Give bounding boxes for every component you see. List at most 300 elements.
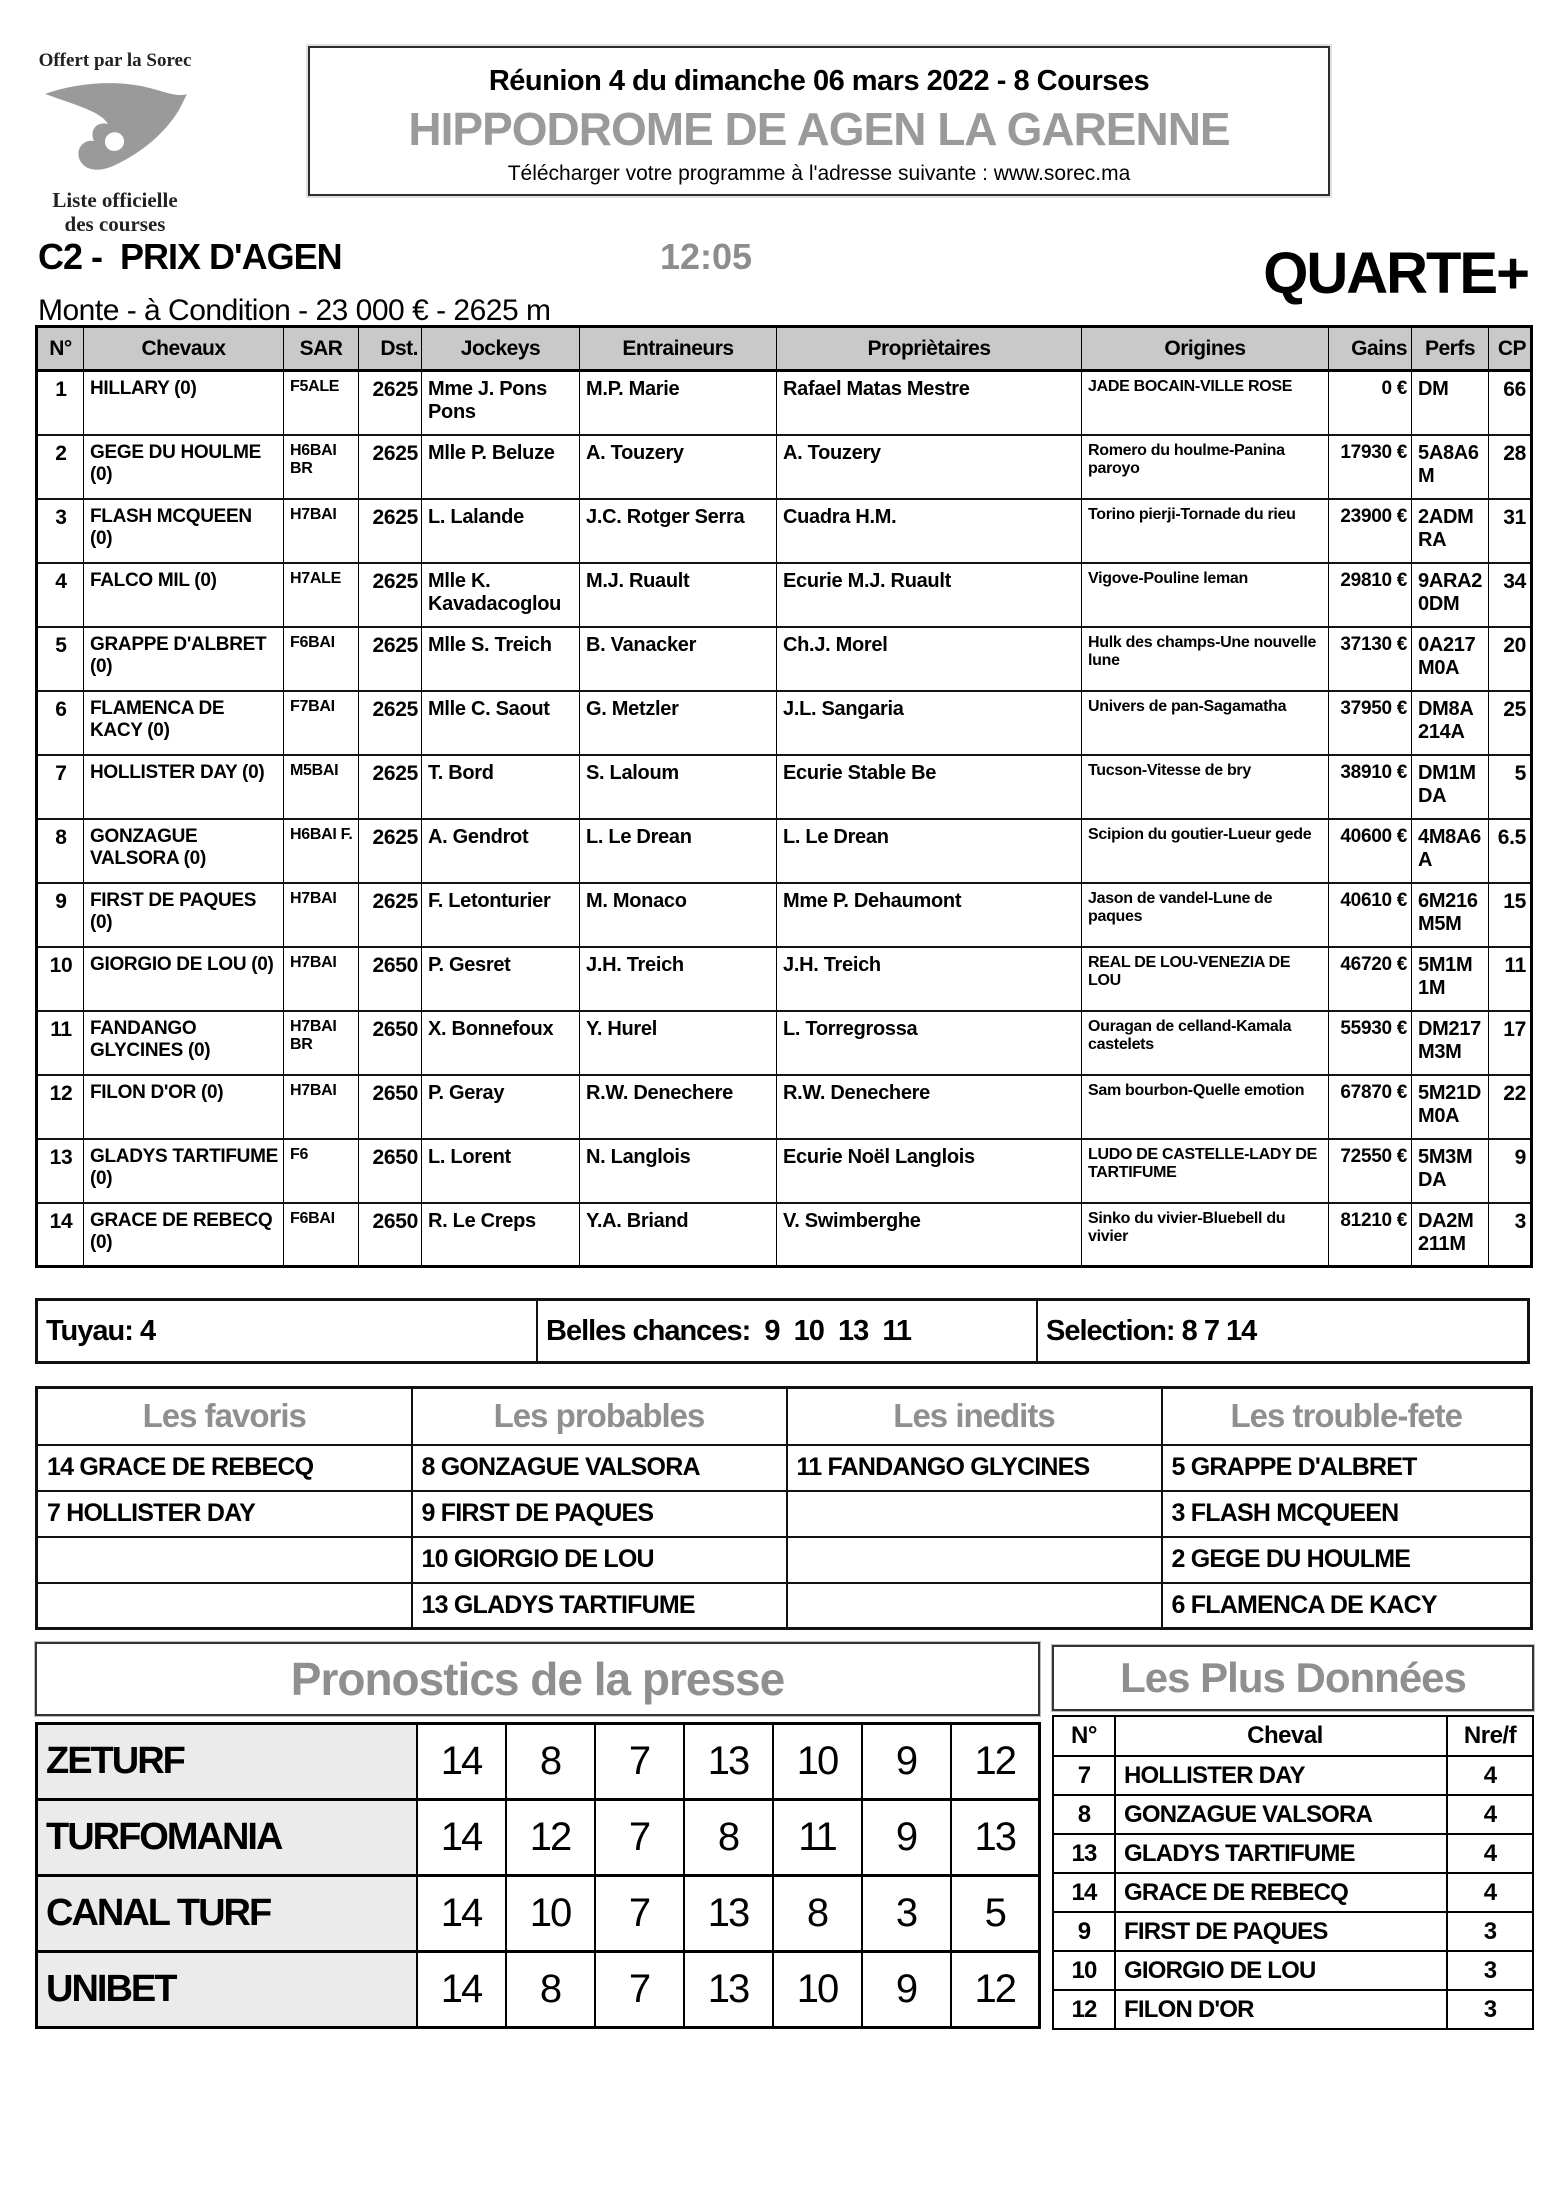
runner-origines: REAL DE LOU-VENEZIA DE LOU xyxy=(1082,947,1329,1011)
runner-row xyxy=(37,1203,1532,1267)
most-given-count: 3 xyxy=(1447,1912,1533,1951)
runner-entraineur: Y.A. Briand xyxy=(580,1203,777,1267)
runner-perfs: DA2M211M xyxy=(1412,1203,1489,1267)
runner-proprietaire: L. Torregrossa xyxy=(777,1011,1082,1075)
picks-cell-0 xyxy=(37,1537,412,1583)
runner-cheval: FILON D'OR (0) xyxy=(84,1075,284,1139)
most-given-row xyxy=(1053,1990,1533,2029)
most-given-cheval: FILON D'OR xyxy=(1115,1990,1447,2029)
runner-cp: 66 xyxy=(1489,371,1532,435)
runner-jockey: X. Bonnefoux xyxy=(422,1011,580,1075)
runner-row xyxy=(37,819,1532,883)
runner-row xyxy=(37,691,1532,755)
press-pick-3: 13 xyxy=(684,1724,773,1800)
runner-proprietaire: Cuadra H.M. xyxy=(777,499,1082,563)
tuyau-cell: Tuyau: 4 xyxy=(38,1301,538,1361)
runner-dst: 2625 xyxy=(359,819,422,883)
runner-proprietaire: J.L. Sangaria xyxy=(777,691,1082,755)
runner-row xyxy=(37,1075,1532,1139)
most-given-col-count: Nre/f xyxy=(1447,1716,1533,1756)
runner-jockey: Mlle P. Beluze xyxy=(422,435,580,499)
most-given-num: 8 xyxy=(1053,1795,1115,1834)
picks-cell-3: 6 FLAMENCA DE KACY xyxy=(1162,1583,1532,1629)
hippodrome-title: HIPPODROME DE AGEN LA GARENNE xyxy=(408,103,1230,155)
press-pick-4: 8 xyxy=(773,1876,862,1952)
runner-sar: H7ALE xyxy=(284,563,359,627)
runner-sar: F5ALE xyxy=(284,371,359,435)
runner-cheval: GONZAGUE VALSORA (0) xyxy=(84,819,284,883)
runner-row xyxy=(37,499,1532,563)
press-table xyxy=(35,1722,1041,2029)
runner-cheval: FLAMENCA DE KACY (0) xyxy=(84,691,284,755)
runner-perfs: DM xyxy=(1412,371,1489,435)
most-given-row xyxy=(1053,1834,1533,1873)
runner-cheval: FALCO MIL (0) xyxy=(84,563,284,627)
runner-num: 13 xyxy=(37,1139,84,1203)
most-given-cheval: GLADYS TARTIFUME xyxy=(1115,1834,1447,1873)
runner-entraineur: L. Le Drean xyxy=(580,819,777,883)
runner-dst: 2625 xyxy=(359,435,422,499)
runner-gains: 37130 € xyxy=(1329,627,1412,691)
most-given-row xyxy=(1053,1756,1533,1795)
press-pick-0: 14 xyxy=(417,1800,506,1876)
runner-jockey: F. Letonturier xyxy=(422,883,580,947)
press-pick-4: 11 xyxy=(773,1800,862,1876)
runner-dst: 2650 xyxy=(359,1011,422,1075)
runners-col-cheval: Chevaux xyxy=(84,327,284,371)
runner-entraineur: A. Touzery xyxy=(580,435,777,499)
picks-cell-3: 5 GRAPPE D'ALBRET xyxy=(1162,1445,1532,1491)
runner-row xyxy=(37,755,1532,819)
runner-num: 2 xyxy=(37,435,84,499)
runner-row xyxy=(37,563,1532,627)
runner-sar: F6BAI xyxy=(284,1203,359,1267)
runner-cp: 22 xyxy=(1489,1075,1532,1139)
runner-entraineur: J.C. Rotger Serra xyxy=(580,499,777,563)
picks-table xyxy=(35,1386,1533,1630)
picks-cell-2: 11 FANDANGO GLYCINES xyxy=(787,1445,1162,1491)
most-given-title-box xyxy=(1052,1645,1534,1711)
runner-gains: 40600 € xyxy=(1329,819,1412,883)
runner-row xyxy=(37,883,1532,947)
picks-row xyxy=(37,1491,1532,1537)
runner-jockey: P. Geray xyxy=(422,1075,580,1139)
runner-cheval: FLASH MCQUEEN (0) xyxy=(84,499,284,563)
race-title: C2 - PRIX D'AGEN xyxy=(38,236,342,277)
runner-sar: H6BAI BR xyxy=(284,435,359,499)
runners-col-origines: Origines xyxy=(1082,327,1329,371)
logo-caption-top: Offert par la Sorec xyxy=(38,50,192,71)
most-given-num: 7 xyxy=(1053,1756,1115,1795)
most-given-col-cheval: Cheval xyxy=(1115,1716,1447,1756)
press-pick-6: 12 xyxy=(951,1724,1040,1800)
runner-cp: 15 xyxy=(1489,883,1532,947)
most-given-title: Les Plus Données xyxy=(1120,1654,1466,1701)
runner-cp: 17 xyxy=(1489,1011,1532,1075)
runners-col-perfs: Perfs xyxy=(1412,327,1489,371)
runner-gains: 0 € xyxy=(1329,371,1412,435)
most-given-count: 3 xyxy=(1447,1990,1533,2029)
runner-origines: Sam bourbon-Quelle emotion xyxy=(1082,1075,1329,1139)
runner-sar: F6 xyxy=(284,1139,359,1203)
runner-perfs: 4M8A6A xyxy=(1412,819,1489,883)
runner-origines: Torino pierji-Tornade du rieu xyxy=(1082,499,1329,563)
most-given-row xyxy=(1053,1873,1533,1912)
runner-jockey: Mlle C. Saout xyxy=(422,691,580,755)
runner-entraineur: N. Langlois xyxy=(580,1139,777,1203)
runners-col-num: N° xyxy=(37,327,84,371)
runner-num: 14 xyxy=(37,1203,84,1267)
picks-cell-3: 2 GEGE DU HOULME xyxy=(1162,1537,1532,1583)
runner-cheval: GIORGIO DE LOU (0) xyxy=(84,947,284,1011)
runner-origines: Sinko du vivier-Bluebell du vivier xyxy=(1082,1203,1329,1267)
most-given-cheval: HOLLISTER DAY xyxy=(1115,1756,1447,1795)
runner-num: 8 xyxy=(37,819,84,883)
most-given-num: 13 xyxy=(1053,1834,1115,1873)
runner-proprietaire: R.W. Denechere xyxy=(777,1075,1082,1139)
picks-cell-0 xyxy=(37,1583,412,1629)
runners-col-dst: Dst. xyxy=(359,327,422,371)
press-source-name: ZETURF xyxy=(37,1724,417,1800)
sorec-horse-icon xyxy=(39,78,191,180)
runner-origines: Jason de vandel-Lune de paques xyxy=(1082,883,1329,947)
runner-cp: 28 xyxy=(1489,435,1532,499)
runner-num: 6 xyxy=(37,691,84,755)
most-given-num: 12 xyxy=(1053,1990,1115,2029)
runner-gains: 29810 € xyxy=(1329,563,1412,627)
runner-cp: 34 xyxy=(1489,563,1532,627)
runner-perfs: DM217M3M xyxy=(1412,1011,1489,1075)
press-section xyxy=(35,1642,1040,2029)
press-pick-0: 14 xyxy=(417,1724,506,1800)
runner-jockey: P. Gesret xyxy=(422,947,580,1011)
runner-origines: Scipion du goutier-Lueur gede xyxy=(1082,819,1329,883)
picks-header-row xyxy=(37,1388,1532,1445)
picks-cell-2 xyxy=(787,1491,1162,1537)
runner-num: 11 xyxy=(37,1011,84,1075)
press-pick-1: 8 xyxy=(506,1952,595,2028)
runner-row xyxy=(37,1139,1532,1203)
press-title: Pronostics de la presse xyxy=(290,1653,785,1705)
runner-entraineur: M.P. Marie xyxy=(580,371,777,435)
race-heading xyxy=(38,232,1530,337)
runner-jockey: Mme J. Pons Pons xyxy=(422,371,580,435)
runner-cp: 3 xyxy=(1489,1203,1532,1267)
runner-jockey: R. Le Creps xyxy=(422,1203,580,1267)
runners-table xyxy=(35,325,1533,1268)
runner-perfs: 2ADMRA xyxy=(1412,499,1489,563)
runner-num: 9 xyxy=(37,883,84,947)
press-pick-2: 7 xyxy=(595,1724,684,1800)
logo-caption-bottom-2: des courses xyxy=(64,212,166,237)
picks-cell-0: 7 HOLLISTER DAY xyxy=(37,1491,412,1537)
runner-dst: 2625 xyxy=(359,691,422,755)
runner-cp: 31 xyxy=(1489,499,1532,563)
most-given-cheval: FIRST DE PAQUES xyxy=(1115,1912,1447,1951)
bet-type-label: QUARTE+ xyxy=(1263,241,1528,306)
press-source-name: UNIBET xyxy=(37,1952,417,2028)
picks-cell-3: 3 FLASH MCQUEEN xyxy=(1162,1491,1532,1537)
runner-cp: 6.5 xyxy=(1489,819,1532,883)
race-conditions: Monte - à Condition - 23 000 € - 2625 m xyxy=(38,294,551,327)
runner-perfs: 6M216M5M xyxy=(1412,883,1489,947)
runner-origines: JADE BOCAIN-VILLE ROSE xyxy=(1082,371,1329,435)
runners-col-gains: Gains xyxy=(1329,327,1412,371)
selection-cell: Selection: 8 7 14 xyxy=(1046,1314,1257,1347)
runner-entraineur: M. Monaco xyxy=(580,883,777,947)
runner-perfs: DM8A214A xyxy=(1412,691,1489,755)
runner-origines: Romero du houlme-Panina paroyo xyxy=(1082,435,1329,499)
runner-dst: 2625 xyxy=(359,563,422,627)
runner-num: 3 xyxy=(37,499,84,563)
runner-entraineur: Y. Hurel xyxy=(580,1011,777,1075)
runner-dst: 2625 xyxy=(359,883,422,947)
runner-sar: M5BAI xyxy=(284,755,359,819)
runner-cp: 9 xyxy=(1489,1139,1532,1203)
runner-dst: 2625 xyxy=(359,755,422,819)
runner-row xyxy=(37,627,1532,691)
press-row xyxy=(37,1800,1040,1876)
runner-sar: H7BAI xyxy=(284,1075,359,1139)
runner-gains: 55930 € xyxy=(1329,1011,1412,1075)
press-pick-6: 5 xyxy=(951,1876,1040,1952)
runner-dst: 2625 xyxy=(359,499,422,563)
runner-gains: 37950 € xyxy=(1329,691,1412,755)
picks-cell-2 xyxy=(787,1583,1162,1629)
runner-gains: 72550 € xyxy=(1329,1139,1412,1203)
most-given-row xyxy=(1053,1951,1533,1990)
picks-col-3: Les trouble-fete xyxy=(1162,1388,1532,1445)
picks-col-1: Les probables xyxy=(412,1388,787,1445)
runner-jockey: T. Bord xyxy=(422,755,580,819)
runner-jockey: Mlle K. Kavadacoglou xyxy=(422,563,580,627)
runners-col-entraineur: Entraineurs xyxy=(580,327,777,371)
runner-proprietaire: Ecurie Stable Be xyxy=(777,755,1082,819)
runner-perfs: 9ARA20DM xyxy=(1412,563,1489,627)
press-pick-5: 9 xyxy=(862,1800,951,1876)
most-given-cheval: GONZAGUE VALSORA xyxy=(1115,1795,1447,1834)
runner-origines: Univers de pan-Sagamatha xyxy=(1082,691,1329,755)
belles-chances-cell: Belles chances: 9 10 13 11 xyxy=(538,1301,1038,1361)
runner-proprietaire: Ecurie Noël Langlois xyxy=(777,1139,1082,1203)
runner-cp: 20 xyxy=(1489,627,1532,691)
runners-col-jockey: Jockeys xyxy=(422,327,580,371)
picks-col-2: Les inedits xyxy=(787,1388,1162,1445)
runner-cheval: HOLLISTER DAY (0) xyxy=(84,755,284,819)
runner-proprietaire: Ecurie M.J. Ruault xyxy=(777,563,1082,627)
picks-row xyxy=(37,1537,1532,1583)
runner-cheval: FANDANGO GLYCINES (0) xyxy=(84,1011,284,1075)
runner-gains: 67870 € xyxy=(1329,1075,1412,1139)
runner-proprietaire: Rafael Matas Mestre xyxy=(777,371,1082,435)
runner-proprietaire: Mme P. Dehaumont xyxy=(777,883,1082,947)
press-pick-0: 14 xyxy=(417,1876,506,1952)
press-pick-3: 13 xyxy=(684,1876,773,1952)
runner-cp: 5 xyxy=(1489,755,1532,819)
most-given-row xyxy=(1053,1795,1533,1834)
most-given-count: 4 xyxy=(1447,1873,1533,1912)
press-pick-0: 14 xyxy=(417,1952,506,2028)
runner-gains: 40610 € xyxy=(1329,883,1412,947)
runner-dst: 2625 xyxy=(359,371,422,435)
runner-gains: 23900 € xyxy=(1329,499,1412,563)
runner-jockey: A. Gendrot xyxy=(422,819,580,883)
most-given-num: 9 xyxy=(1053,1912,1115,1951)
press-row xyxy=(37,1876,1040,1952)
runner-entraineur: B. Vanacker xyxy=(580,627,777,691)
runner-perfs: DM1MDA xyxy=(1412,755,1489,819)
runner-cheval: HILLARY (0) xyxy=(84,371,284,435)
picks-row xyxy=(37,1583,1532,1629)
runner-entraineur: R.W. Denechere xyxy=(580,1075,777,1139)
runner-gains: 17930 € xyxy=(1329,435,1412,499)
most-given-cheval: GRACE DE REBECQ xyxy=(1115,1873,1447,1912)
runner-origines: Hulk des champs-Une nouvelle lune xyxy=(1082,627,1329,691)
picks-cell-1: 13 GLADYS TARTIFUME xyxy=(412,1583,787,1629)
press-pick-3: 8 xyxy=(684,1800,773,1876)
runner-entraineur: G. Metzler xyxy=(580,691,777,755)
picks-cell-1: 10 GIORGIO DE LOU xyxy=(412,1537,787,1583)
sorec-logo xyxy=(26,50,204,236)
runner-cheval: FIRST DE PAQUES (0) xyxy=(84,883,284,947)
picks-cell-2 xyxy=(787,1537,1162,1583)
press-pick-3: 13 xyxy=(684,1952,773,2028)
runner-proprietaire: L. Le Drean xyxy=(777,819,1082,883)
runner-cp: 11 xyxy=(1489,947,1532,1011)
header-box xyxy=(308,46,1330,196)
most-given-section xyxy=(1052,1645,1534,2030)
picks-cell-1: 9 FIRST DE PAQUES xyxy=(412,1491,787,1537)
runner-num: 1 xyxy=(37,371,84,435)
runner-entraineur: M.J. Ruault xyxy=(580,563,777,627)
picks-cell-1: 8 GONZAGUE VALSORA xyxy=(412,1445,787,1491)
most-given-row xyxy=(1053,1912,1533,1951)
runner-sar: H7BAI xyxy=(284,947,359,1011)
press-source-name: TURFOMANIA xyxy=(37,1800,417,1876)
runner-jockey: L. Lorent xyxy=(422,1139,580,1203)
picks-row xyxy=(37,1445,1532,1491)
runner-jockey: L. Lalande xyxy=(422,499,580,563)
press-pick-1: 10 xyxy=(506,1876,595,1952)
runner-row xyxy=(37,435,1532,499)
runner-entraineur: J.H. Treich xyxy=(580,947,777,1011)
runner-row xyxy=(37,371,1532,435)
press-source-name: CANAL TURF xyxy=(37,1876,417,1952)
press-pick-1: 12 xyxy=(506,1800,595,1876)
runner-num: 7 xyxy=(37,755,84,819)
picks-col-0: Les favoris xyxy=(37,1388,412,1445)
picks-cell-0: 14 GRACE DE REBECQ xyxy=(37,1445,412,1491)
press-row xyxy=(37,1724,1040,1800)
download-line: Télécharger votre programme à l'adresse suivante : www.sorec.ma xyxy=(507,162,1131,185)
runner-origines: LUDO DE CASTELLE-LADY DE TARTIFUME xyxy=(1082,1139,1329,1203)
runner-sar: H7BAI xyxy=(284,883,359,947)
runner-gains: 46720 € xyxy=(1329,947,1412,1011)
runner-sar: H7BAI BR xyxy=(284,1011,359,1075)
runner-row xyxy=(37,947,1532,1011)
runner-gains: 38910 € xyxy=(1329,755,1412,819)
runner-sar: H7BAI xyxy=(284,499,359,563)
tips-bar xyxy=(35,1298,1530,1364)
logo-caption-bottom-1: Liste officielle xyxy=(52,188,178,212)
runner-num: 4 xyxy=(37,563,84,627)
press-pick-5: 9 xyxy=(862,1952,951,2028)
runner-perfs: 5M1M1M xyxy=(1412,947,1489,1011)
press-pick-5: 9 xyxy=(862,1724,951,1800)
runner-dst: 2625 xyxy=(359,627,422,691)
runner-cheval: GLADYS TARTIFUME (0) xyxy=(84,1139,284,1203)
runner-cheval: GEGE DU HOULME (0) xyxy=(84,435,284,499)
press-pick-5: 3 xyxy=(862,1876,951,1952)
most-given-count: 4 xyxy=(1447,1795,1533,1834)
runner-cheval: GRAPPE D'ALBRET (0) xyxy=(84,627,284,691)
runner-cp: 25 xyxy=(1489,691,1532,755)
runner-num: 12 xyxy=(37,1075,84,1139)
press-pick-2: 7 xyxy=(595,1876,684,1952)
runner-dst: 2650 xyxy=(359,1139,422,1203)
press-pick-1: 8 xyxy=(506,1724,595,1800)
most-given-header-row xyxy=(1053,1716,1533,1756)
runner-proprietaire: J.H. Treich xyxy=(777,947,1082,1011)
press-pick-6: 12 xyxy=(951,1952,1040,2028)
runners-col-cp: CP xyxy=(1489,327,1532,371)
runner-origines: Vigove-Pouline leman xyxy=(1082,563,1329,627)
race-time: 12:05 xyxy=(660,236,753,277)
most-given-num: 14 xyxy=(1053,1873,1115,1912)
runner-sar: F7BAI xyxy=(284,691,359,755)
most-given-count: 4 xyxy=(1447,1756,1533,1795)
runner-dst: 2650 xyxy=(359,1203,422,1267)
runner-entraineur: S. Laloum xyxy=(580,755,777,819)
runner-dst: 2650 xyxy=(359,1075,422,1139)
runners-col-sar: SAR xyxy=(284,327,359,371)
most-given-cheval: GIORGIO DE LOU xyxy=(1115,1951,1447,1990)
press-pick-2: 7 xyxy=(595,1800,684,1876)
runner-perfs: 5M21DM0A xyxy=(1412,1075,1489,1139)
runner-num: 5 xyxy=(37,627,84,691)
runners-header-row xyxy=(37,327,1532,371)
runner-num: 10 xyxy=(37,947,84,1011)
press-title-box xyxy=(35,1642,1040,1716)
press-pick-4: 10 xyxy=(773,1724,862,1800)
most-given-col-num: N° xyxy=(1053,1716,1115,1756)
runner-sar: F6BAI xyxy=(284,627,359,691)
most-given-count: 4 xyxy=(1447,1834,1533,1873)
runner-perfs: 0A217M0A xyxy=(1412,627,1489,691)
runner-perfs: 5A8A6M xyxy=(1412,435,1489,499)
most-given-num: 10 xyxy=(1053,1951,1115,1990)
runner-origines: Ouragan de celland-Kamala castelets xyxy=(1082,1011,1329,1075)
press-pick-4: 10 xyxy=(773,1952,862,2028)
runner-gains: 81210 € xyxy=(1329,1203,1412,1267)
runner-cheval: GRACE DE REBECQ (0) xyxy=(84,1203,284,1267)
runner-sar: H6BAI F. xyxy=(284,819,359,883)
most-given-table xyxy=(1052,1715,1534,2030)
most-given-count: 3 xyxy=(1447,1951,1533,1990)
runners-col-proprietaire: Propriètaires xyxy=(777,327,1082,371)
reunion-line: Réunion 4 du dimanche 06 mars 2022 - 8 Courses xyxy=(488,65,1150,97)
runner-proprietaire: A. Touzery xyxy=(777,435,1082,499)
runner-origines: Tucson-Vitesse de bry xyxy=(1082,755,1329,819)
runner-jockey: Mlle S. Treich xyxy=(422,627,580,691)
press-row xyxy=(37,1952,1040,2028)
runner-proprietaire: V. Swimberghe xyxy=(777,1203,1082,1267)
runner-row xyxy=(37,1011,1532,1075)
press-pick-2: 7 xyxy=(595,1952,684,2028)
runner-proprietaire: Ch.J. Morel xyxy=(777,627,1082,691)
runner-perfs: 5M3MDA xyxy=(1412,1139,1489,1203)
runner-dst: 2650 xyxy=(359,947,422,1011)
